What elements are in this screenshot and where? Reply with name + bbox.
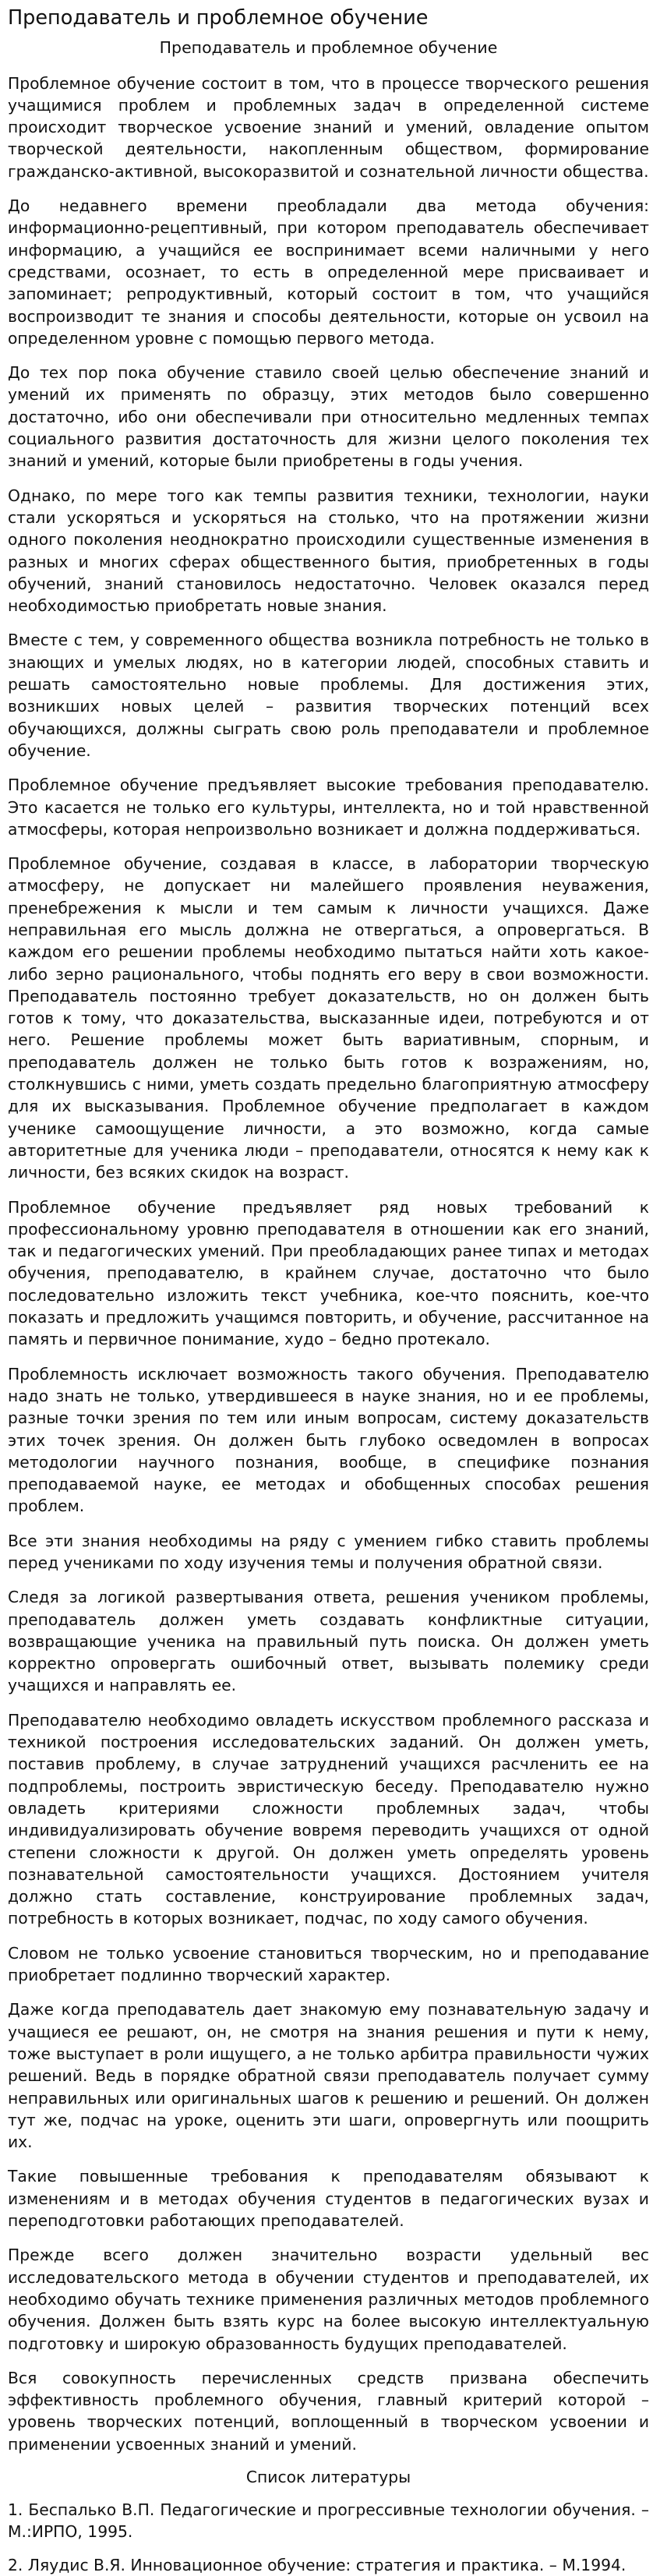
reference-item: 1. Беспалько В.П. Педагогические и прогрессивные технологии обучения. – М.:ИРПО, 1995. [8, 2500, 649, 2542]
references-list [8, 2499, 649, 2576]
paragraph: Следя за логикой развертывания ответа, решения учеником проблемы, преподаватель должен уметь создавать конфликтные ситуации, возвращающие ученика на правильный путь поиска. Он должен уметь корректно опровергать ошибочный ответ, вызывать полемику среди учащихся и направлять ее. [8, 1588, 649, 1695]
paragraph: Даже когда преподаватель дает знакомую ему познавательную задачу и учащиеся ее решают, он, не смотря на знания решения и пути к нему, тоже выступает в роли ищущего, а не только арбитра правильности чужих решений. Ведь в порядке обратной связи преподаватель получает сумму неправильных или оригинальных шагов к решению и решений. Он должен тут же, подчас на уроке, оценить эти шаги, опровергнуть или поощрить их. [8, 2000, 649, 2152]
paragraph: Словом не только усвоение становиться творческим, но и преподавание приобретает подлинно творческий характер. [8, 1943, 649, 1985]
paragraph: Вся совокупность перечисленных средств призвана обеспечить эффективность проблемного обучения, главный критерий которой – уровень творческих потенций, воплощенный в творческом усвоении и применении усвоенных знаний и умений. [8, 2368, 649, 2454]
paragraph: Прежде всего должен значительно возрасти удельный вес исследовательского метода в обучении студентов и преподавателей, их необходимо обучать технике применения различных методов проблемного обучения. Должен быть взять курс на более высокую интеллектуальную подготовку и широкую образованность будущих преподавателей. [8, 2246, 649, 2353]
paragraph: До недавнего времени преобладали два метода обучения: информационно-рецептивный, при котором преподаватель обеспечивает информацию, а учащийся ее воспринимает всеми наличными у него средствами, осознает, то есть в определенной мере присваивает и запоминает; репродуктивный, который состоит в том, что учащийся воспроизводит те знания и способы деятельности, которые он усвоил на определенном уровне с помощью первого метода. [8, 196, 649, 348]
article-body [8, 72, 649, 2455]
paragraph: Проблемность исключает возможность такого обучения. Преподавателю надо знать не только, утвердившееся в науке знания, но и ее проблемы, разные точки зрения по тем или иным вопросам, систему доказательств этих точек зрения. Он должен быть глубоко осведомлен в вопросах методологии научного познания, вообще, в специфике познания преподаваемой науке, ее методах и обобщенных способах решения проблем. [8, 1364, 649, 1516]
paragraph: Преподавателю необходимо овладеть искусством проблемного рассказа и техникой построения исследовательских заданий. Он должен уметь, поставив проблему, в случае затруднений учащихся расчленить ее на подпроблемы, построить эвристическую беседу. Преподавателю нужно овладеть критериями сложности проблемных задач, чтобы индивидуализировать обучение вовремя переводить учащихся от одной степени сложности к другой. Он должен уметь определять уровень познавательной самостоятельности учащихся. Достоянием учителя должно стать составление, конструирование проблемных задач, потребность в которых возникает, подчас, по ходу самого обучения. [8, 1710, 649, 1928]
page-title: Преподаватель и проблемное обучение [8, 6, 429, 30]
paragraph: Однако, по мере того как темпы развития техники, технологии, науки стали ускоряться и ускоряться на столько, что на протяжении жизни одного поколения неоднократно происходили существенные изменения в разных и многих сферах общественного бытия, приобретенных в годы обучений, знаний становилось недостаточно. Человек оказался перед необходимостью приобретать новые знания. [8, 486, 649, 616]
paragraph: До тех пор пока обучение ставило своей целью обеспечение знаний и умений их применять по образцу, этих методов было совершенно достаточно, ибо они обеспечивали при относительно медленных темпах социального развития достаточность для жизни целого поколения тех знаний и умений, которые были приобретены в годы учения. [8, 363, 649, 471]
paragraph: Вместе с тем, у современного общества возникла потребность не только в знающих и умелых людях, но в категории людей, способных ставить и решать самостоятельно новые проблемы. Для достижения этих, возникших новых целей – развития творческих потенций всех обучающихся, должны сыграть свою роль преподаватели и проблемное обучение. [8, 631, 649, 760]
paragraph: Проблемное обучение состоит в том, что в процессе творческого решения учащимися проблем и проблемных задач в определенной системе происходит творческое усвоение знаний и умений, овладение опытом творческой деятельности, накопленным обществом, формирование гражданско-активной, высокоразвитой и сознательной личности общества. [8, 73, 649, 181]
references-heading: Список литературы [245, 2467, 411, 2486]
paragraph: Все эти знания необходимы на ряду с умением гибко ставить проблемы перед учениками по ходу изучения темы и получения обратной связи. [8, 1531, 649, 1572]
paragraph: Такие повышенные требования к преподавателям обязывают к изменениям и в методах обучения студентов в педагогических вузах и переподготовки работающих преподавателей. [8, 2167, 649, 2231]
paragraph: Проблемное обучение предъявляет ряд новых требований к профессиональному уровню преподавателя в отношении как его знаний, так и педагогических умений. При преобладающих ранее типах и методах обучения, преподавателю, в крайнем случае, достаточно что было последовательно изложить текст учебника, кое-что пояснить, кое-что показать и предложить учащимся повторить, и обучение, рассчитанное на память и первичное понимание, худо – бедно протекало. [8, 1197, 649, 1349]
article-subtitle: Преподаватель и проблемное обучение [159, 37, 498, 57]
paragraph: Проблемное обучение, создавая в классе, в лаборатории творческую атмосферу, не допускает ни малейшего проявления неуважения, пренебрежения к мысли и тем самым к личности учащихся. Даже неправильная его мысль должна не отвергаться, а опровергаться. В каждом его решении проблемы необходимо пытаться найти хоть какое-либо зерно рационального, чтобы поднять его веру в свои возможности. Преподаватель постоянно требует доказательств, но он должен быть готов к тому, что доказательства, высказанные идеи, потребуются и от него. Решение проблемы может быть вариативным, спорным, и преподаватель должен не только быть готов к возражениям, но, столкнувшись с ними, уметь создать предельно благоприятную атмосферу для их высказывания. Проблемное обучение предполагает в каждом ученике самоощущение личности, а это возможно, когда самые авторитетные для ученика люди – преподаватели, относятся к нему как к личности, без всяких скидок на возраст. [8, 854, 649, 1182]
paragraph: Проблемное обучение предъявляет высокие требования преподавателю. Это касается не только его культуры, интеллекта, но и той нравственной атмосферы, которая непроизвольно возникает и должна поддерживаться. [8, 776, 649, 839]
reference-item: 2. Ляудис В.Я. Инновационное обучение: стратегия и практика. – М.1994. [8, 2555, 626, 2574]
